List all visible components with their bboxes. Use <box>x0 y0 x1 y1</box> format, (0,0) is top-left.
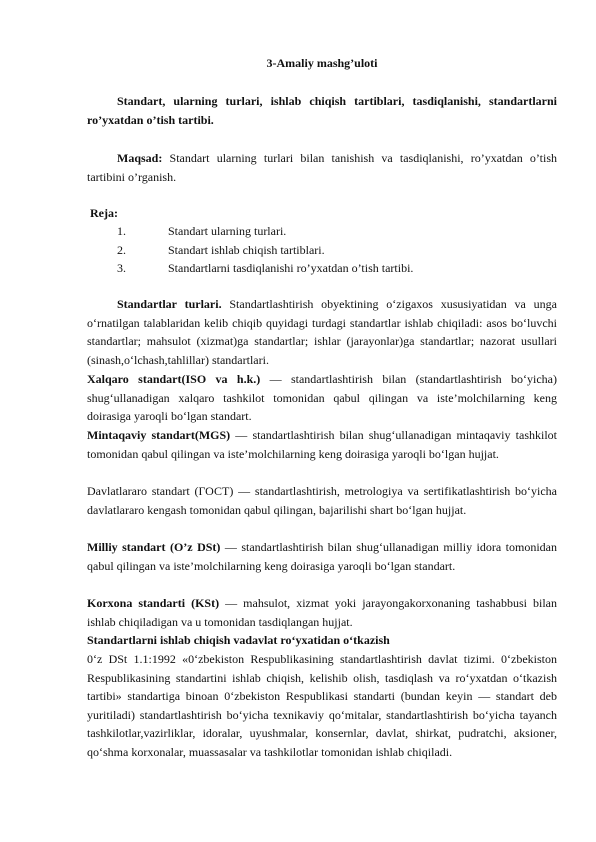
definition-enterprise <box>87 594 557 631</box>
plan-label: Reja: <box>90 206 118 220</box>
definition-text: — standartlashtirish bilan shug‘ullanadigan mintaqaviy tashkilot tomonidan qabul qilingan va iste’molchilarning keng doirasiga yaroqli bo‘lgan hujjat. <box>87 428 557 461</box>
definition-regional <box>87 426 557 463</box>
page-title: 3-Amaliy mashg’uloti <box>266 56 378 70</box>
definition-text: — standartlashtirish bilan (standartlashtirish bo‘yicha) shug‘ullanadigan xalqaro tashkilot tomonidan qabul qilingan va iste’molchilarning keng doirasiga yaroqli bo‘lgan standart. <box>87 372 557 424</box>
standard-types-text: Standartlashtirish obyektining o‘zigaxos xususiyatidan va unga o‘rnatilgan talablaridan kelib chiqib quyidagi turdagi standartlar ishlab chiqiladi: asos bo‘luvchi standartlar; mahsulot (xizmat)ga standartlar; ishlar (jarayonlar)ga standartlar; nazorat usullari (sinash,o‘lchash,tahlillar) standartlari. <box>87 297 557 367</box>
plan-item-text: Standart ishlab chiqish tartiblari. <box>168 242 325 257</box>
goal-label: Maqsad: <box>117 151 163 165</box>
goal-paragraph <box>87 149 557 186</box>
standard-types-heading: Standartlar turlari. <box>117 297 222 311</box>
standard-types-paragraph <box>87 295 557 369</box>
definition-text: Davlatlararo standart (ГОСТ) — standartlashtirish, metrologiya va sertifikatlashtirish bo‘yicha davlatlararo kengash tomonidan qabul qilingan, bajarilishi shart bo‘lgan hujjat. <box>87 484 557 517</box>
registration-paragraph: 0‘z DSt 1.1:1992 «0‘zbekiston Respublikasining standartlashtirish davlat tizimi. 0‘zbekiston Respublikasining standartini ishlab chiqish, kelishib olish, tasdiqlash va ro‘yxatdan o‘tkazish tartibi» standartiga binoan 0‘zbekiston Respublikasi standarti (bundan keyin — standart deb yuritiladi) standartlashtirish bo‘yicha texnikaviy qo‘mitalar, standartlashtirish bo‘yicha tayanch tashkilotlar,vazirliklar, idoralar, uyushmalar, konsernlar, davlat, shirkat, pudratchi, aksioner, qo‘shma korxonalar, muassasalar va tashkilotlar tomonidan ishlab chiqiladi. <box>87 652 557 759</box>
definition-interstate <box>87 482 557 519</box>
plan-list <box>117 222 413 278</box>
plan-item <box>117 259 413 278</box>
goal-text: Standart ularning turlari bilan tanishish va tasdiqlanishi, ro’yxatdan o’tish tartibini o’rganish. <box>87 151 557 184</box>
plan-item-number: 2. <box>117 242 126 257</box>
definition-text: — mahsulot, xizmat yoki jarayongakorxonaning tashabbusi bilan ishlab chiqiladigan va u tomonidan tasdiqlangan hujjat. <box>87 596 558 629</box>
plan-item-number: 3. <box>117 261 126 276</box>
registration-heading: Standartlarni ishlab chiqish vadavlat ro‘yxatidan o‘tkazish <box>87 633 390 647</box>
plan-item-text: Standartlarni tasdiqlanishi ro’yxatdan o’tish tartibi. <box>168 261 414 276</box>
definition-national <box>87 538 557 575</box>
definition-term: Milliy standart (O’z DSt) <box>87 540 221 554</box>
plan-item <box>117 222 413 241</box>
topic-heading: Standart, ularning turlari, ishlab chiqish tartiblari, tasdiqlanishi, standartlarni ro’yxatdan o’tish tartibi. <box>87 94 557 127</box>
plan-item <box>117 241 413 260</box>
definition-text: — standartlashtirish bilan shug‘ullanadigan milliy idora tomonidan qabul qilingan va iste’molchilarning keng doirasiga yaroqli bo‘lgan standart. <box>87 540 557 573</box>
plan-item-number: 1. <box>117 224 126 238</box>
definition-international <box>87 370 557 426</box>
definition-term: Korxona standarti (KSt) <box>87 596 220 610</box>
plan-item-text: Standart ularning turlari. <box>168 224 287 238</box>
definition-term: Mintaqaviy standart(MGS) <box>87 428 231 442</box>
definition-term: Xalqaro standart(ISO va h.k.) <box>87 372 261 386</box>
